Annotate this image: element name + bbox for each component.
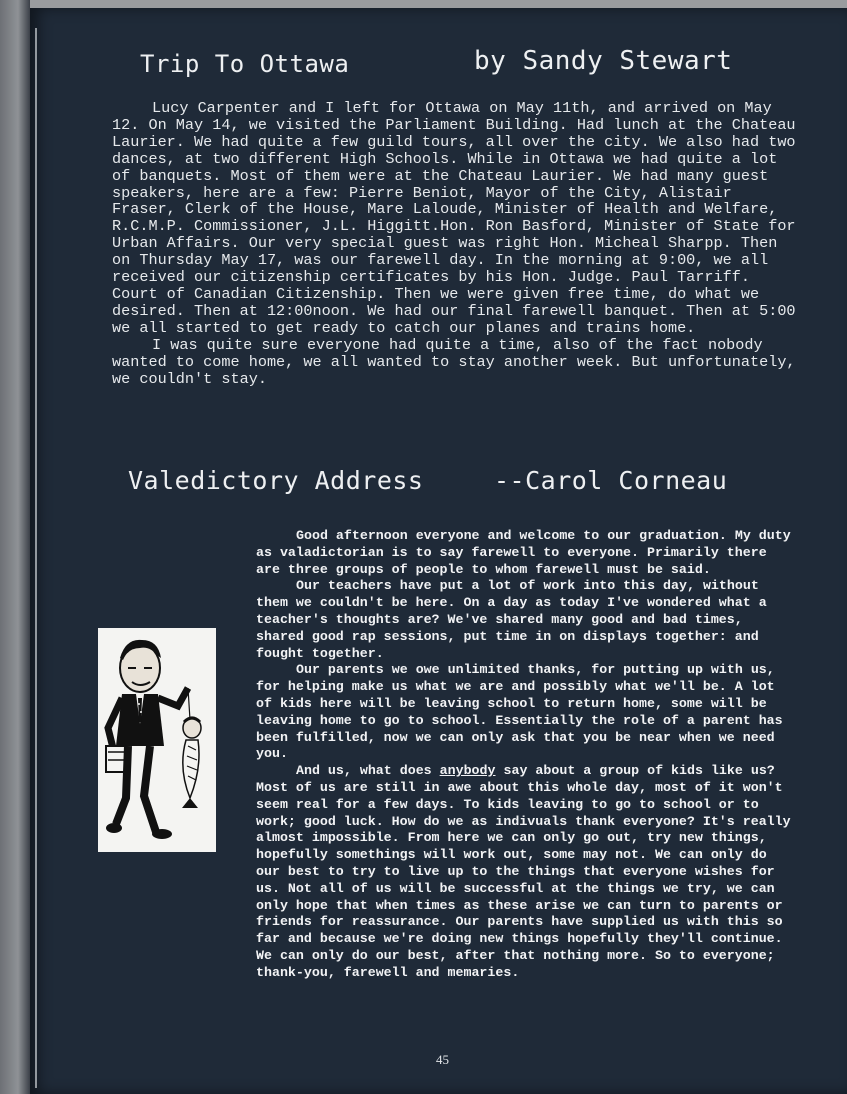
article-body-trip (112, 100, 802, 387)
paragraph: Our parents we owe unlimited thanks, for putting up with us, for helping make us what we are and possibly what we'll be. A lot of kids here will be leaving school to return home, some will be leaving home to go to school. Essentially the role of a parent has been fulfilled, now we can only ask that you be near when we need you. (256, 662, 783, 762)
underlined-word: anybody (439, 763, 496, 779)
article-author-valedictory: --Carol Corneau (494, 466, 728, 495)
paragraph: Our teachers have put a lot of work into this day, without them we couldn't be here. On a day as today I've wondered what a teacher's thoughts are? We've shared many good and bad times, shared good rap sessions, put time in on displays together: and fought together. (256, 578, 767, 661)
caricature-drawing (98, 628, 216, 852)
paragraph: Good afternoon everyone and welcome to our graduation. My duty as valadictorian is to say farewell to everyone. Primarily there are three groups of people to whom farewell must be said. (256, 528, 791, 577)
paragraph-text: say about a group of kids like us? Most of us are still in awe about this whole day, most of it won't seem real for a few days. To kids leaving to go to school or to work; good luck. How do we as indivuals thank everyone? It's really almost impossible. From here we can only go out, try new things, hopefully somethings will work out, some may not. We can only do our best to try to live up to the things that everyone wishes for us. Not all of us will be successful at the things we try, we can only hope that when times as these arise we can turn to parents or friends for reassurance. Our parents have supplied us with this so far and because we're doing new things hopefully they'll continue. We can only do our best, after that nothing more. So to everyone; thank-you, farewell and memaries. (256, 763, 791, 980)
page-number: 45 (436, 1052, 449, 1067)
yearbook-page (30, 8, 847, 1094)
paragraph (256, 763, 796, 981)
paragraph: Lucy Carpenter and I left for Ottawa on May 11th, and arrived on May 12. On May 14, we visited the Parliament Building. Had lunch at the Chateau Laurier. We had quite a few guild tours, all over the city. We also had two dances, at two different High Schools. While in Ottawa we had quite a lot of banquets. Most of them were at the Chateau Laurier. We had many guest speakers, here are a few: Pierre Beniot, Mayor of the City, Alistair Fraser, Clerk of the House, Mare Laloude, Minister of Health and Welfare, R.C.M.P. Commissioner, J.L. Higgitt.Hon. Ron Basford, Minister of State for Urban Affairs. Our very special guest was right Hon. Micheal Sharpp. Then on Thursday May 17, was our farewell day. In the morning at 9:00, we all received our citizenship certificates by his Hon. Judge. Paul Tarriff. Court of Canadian Citizenship. Then we were given free time, do what we desired. Then at 12:00noon. We had our final farewell banquet. Then at 5:00 we all started to get ready to catch our planes and trains home. (112, 99, 796, 337)
article-title-trip: Trip To Ottawa (140, 50, 350, 78)
page-left-edge (0, 0, 30, 1094)
binding-line (35, 28, 37, 1088)
article-body-valedictory (256, 528, 796, 982)
caricature-image (98, 628, 216, 852)
article-title-valedictory: Valedictory Address (128, 466, 424, 495)
paragraph: I was quite sure everyone had quite a time, also of the fact nobody wanted to come home, we all wanted to stay another week. But unfortunately, we couldn't stay. (112, 335, 796, 388)
article-author-trip: by Sandy Stewart (474, 46, 733, 76)
paragraph-text: And us, what does (296, 763, 440, 779)
